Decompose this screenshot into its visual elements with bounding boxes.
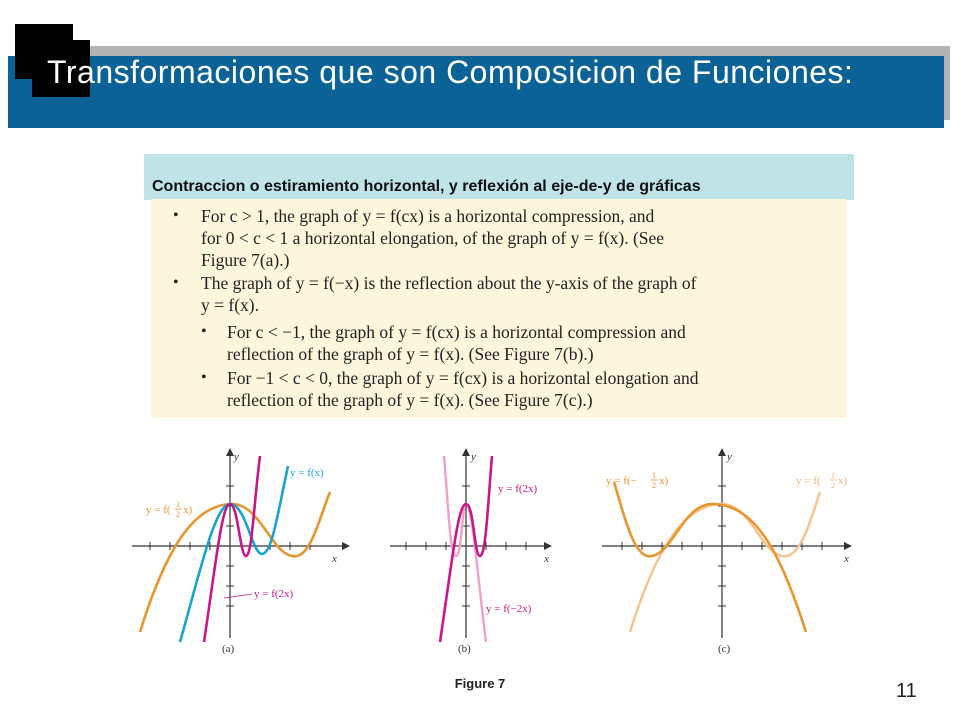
svg-text:1: 1	[176, 500, 180, 509]
panel-label-b: (b)	[458, 643, 471, 655]
textbook-excerpt	[151, 199, 846, 418]
page-title: Transformaciones que son Composicion de Funciones:	[47, 54, 854, 90]
curve-label-f-2x: y = f(2x)	[254, 588, 294, 600]
text-line: The graph of y = f(−x) is the reflection about the y-axis of the graph of	[201, 273, 697, 293]
svg-text:2: 2	[176, 510, 180, 519]
text-line: reflection of the graph of y = f(x). (See Figure 7(b).)	[227, 344, 594, 364]
x-axis-label: x	[844, 553, 849, 565]
text-line: For c > 1, the graph of y = f(cx) is a horizontal compression, and	[201, 206, 655, 226]
y-axis-label: y	[727, 451, 732, 463]
curve-label-f-2x: y = f(2x)	[498, 483, 538, 495]
x-axis-label: x	[544, 553, 549, 565]
panel-label-c: (c)	[718, 643, 731, 655]
svg-text:2: 2	[652, 481, 656, 490]
y-axis-label: y	[471, 451, 476, 463]
curve-label-f-half-x: y = f(	[796, 475, 821, 487]
text-line: y = f(x).	[201, 295, 259, 315]
text-line: For −1 < c < 0, the graph of y = f(cx) is a horizontal elongation and	[227, 368, 699, 388]
curve-label-f-x: y = f(x)	[290, 467, 324, 479]
text-line: For c < −1, the graph of y = f(cx) is a horizontal compression and	[227, 322, 686, 342]
figure-caption: Figure 7	[454, 676, 506, 691]
subtitle: Contraccion o estiramiento horizontal, y reflexión al eje-de-y de gráficas	[152, 178, 701, 195]
bullet: •	[173, 207, 179, 224]
svg-text:x): x)	[659, 475, 669, 487]
svg-text:x): x)	[183, 504, 193, 516]
curve-label-f-half-x: y = f(	[146, 504, 171, 516]
svg-text:1: 1	[831, 471, 835, 480]
svg-text:2: 2	[831, 481, 835, 490]
curve-label-f-neg-half-x: y = f(−	[606, 475, 637, 487]
bullet: •	[173, 274, 179, 291]
page-number: 11	[896, 680, 917, 702]
text-line: for 0 < c < 1 a horizontal elongation, of the graph of y = f(x). (See	[201, 228, 665, 248]
x-axis-label: x	[332, 553, 337, 565]
svg-text:x): x)	[838, 475, 848, 487]
panel-label-a: (a)	[222, 643, 235, 655]
y-axis-label: y	[234, 451, 239, 463]
bullet: •	[201, 323, 207, 340]
svg-text:1: 1	[652, 471, 656, 480]
figure-7-graphs	[120, 442, 860, 660]
curve-label-f-neg-2x: y = f(−2x)	[486, 603, 532, 615]
text-line: Figure 7(a).)	[201, 250, 290, 270]
text-line: reflection of the graph of y = f(x). (See Figure 7(c).)	[227, 390, 593, 410]
bullet: •	[201, 369, 207, 386]
